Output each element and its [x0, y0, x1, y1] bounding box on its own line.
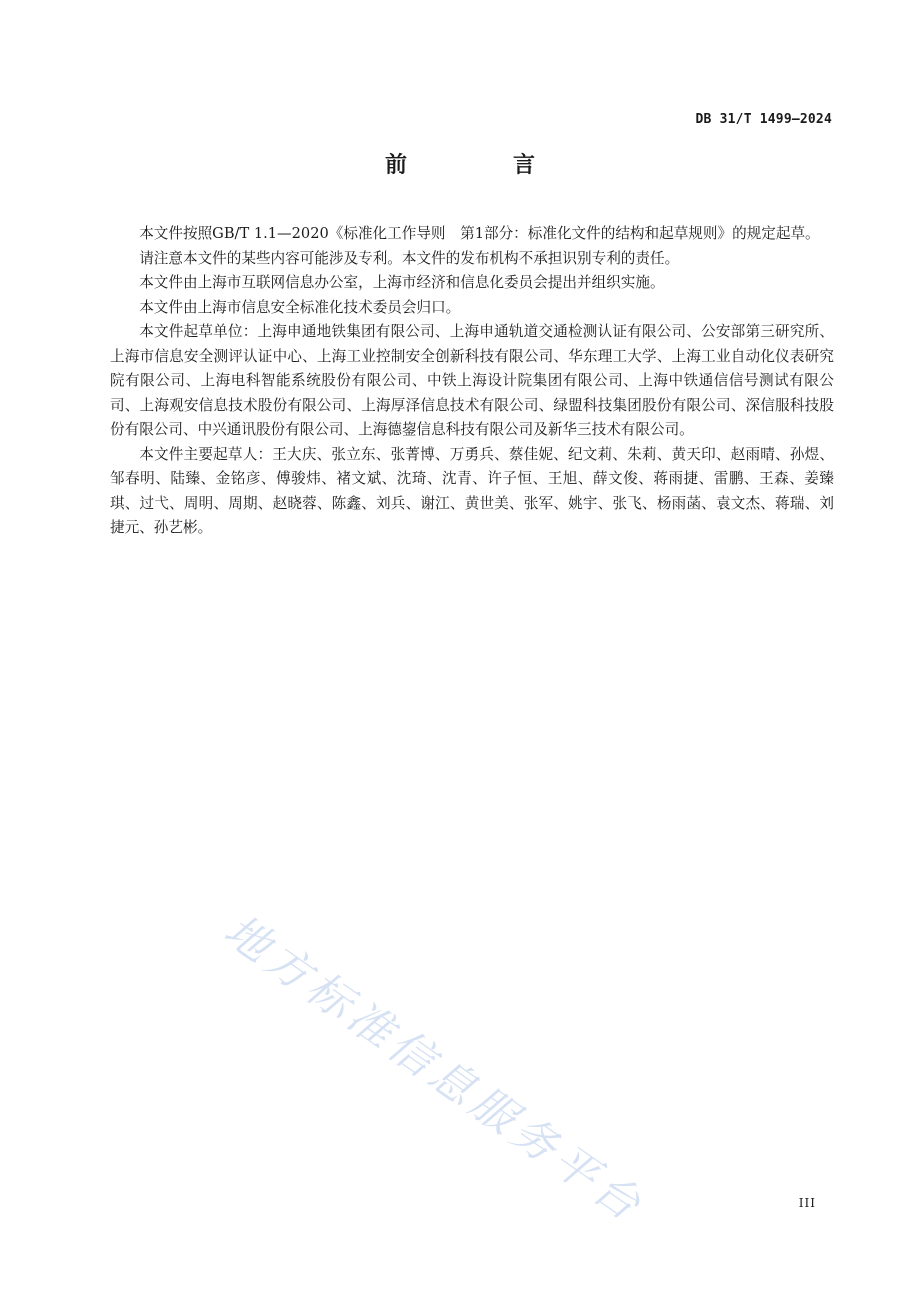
paragraph-drafting-units: 本文件起草单位：上海申通地铁集团有限公司、上海申通轨道交通检测认证有限公司、公安部第三研究所、上海市信息安全测评认证中心、上海工业控制安全创新科技有限公司、华东理工大学、上海工业自动化仪表研究院有限公司、上海电科智能系统股份有限公司、中铁上海设计院集团有限公司、上海中铁通信信号测试有限公司、上海观安信息技术股份有限公司、上海厚泽信息技术有限公司、绿盟科技集团股份有限公司、深信服科技股份有限公司、中兴通讯股份有限公司、上海德鋆信息科技有限公司及新华三技术有限公司。 [110, 323, 834, 438]
paragraph-drafting-rules: 本文件按照GB/T 1.1—2020《标准化工作导则 第1部分：标准化文件的结构和起草规则》的规定起草。 [139, 225, 820, 242]
paragraph-committee: 本文件由上海市信息安全标准化技术委员会归口。 [139, 298, 461, 316]
paragraph-drafters: 本文件主要起草人：王大庆、张立东、张菁博、万勇兵、蔡佳妮、纪文莉、朱莉、黄天印、赵雨晴、孙煜、邹春明、陆臻、金铭彦、傅骏炜、褚文斌、沈琦、沈青、许子恒、王旭、薛文俊、蒋雨捷、雷鹏、王森、姜臻琪、过弋、周明、周期、赵晓蓉、陈鑫、刘兵、谢江、黄世美、张军、姚宇、张飞、杨雨菡、袁文杰、蒋瑞、刘捷元、孙艺彬。 [110, 445, 834, 536]
page-number: III [798, 1196, 816, 1210]
watermark: 地方标准信息服务平台 [214, 904, 654, 1234]
paragraph-patent-notice: 请注意本文件的某些内容可能涉及专利。本文件的发布机构不承担识别专利的责任。 [139, 249, 680, 267]
document-body [110, 222, 834, 541]
standard-code: DB 31/T 1499—2024 [695, 112, 832, 127]
paragraph-proposer: 本文件由上海市互联网信息办公室，上海市经济和信息化委员会提出并组织实施。 [139, 274, 665, 291]
page-title: 前 言 [384, 153, 577, 178]
